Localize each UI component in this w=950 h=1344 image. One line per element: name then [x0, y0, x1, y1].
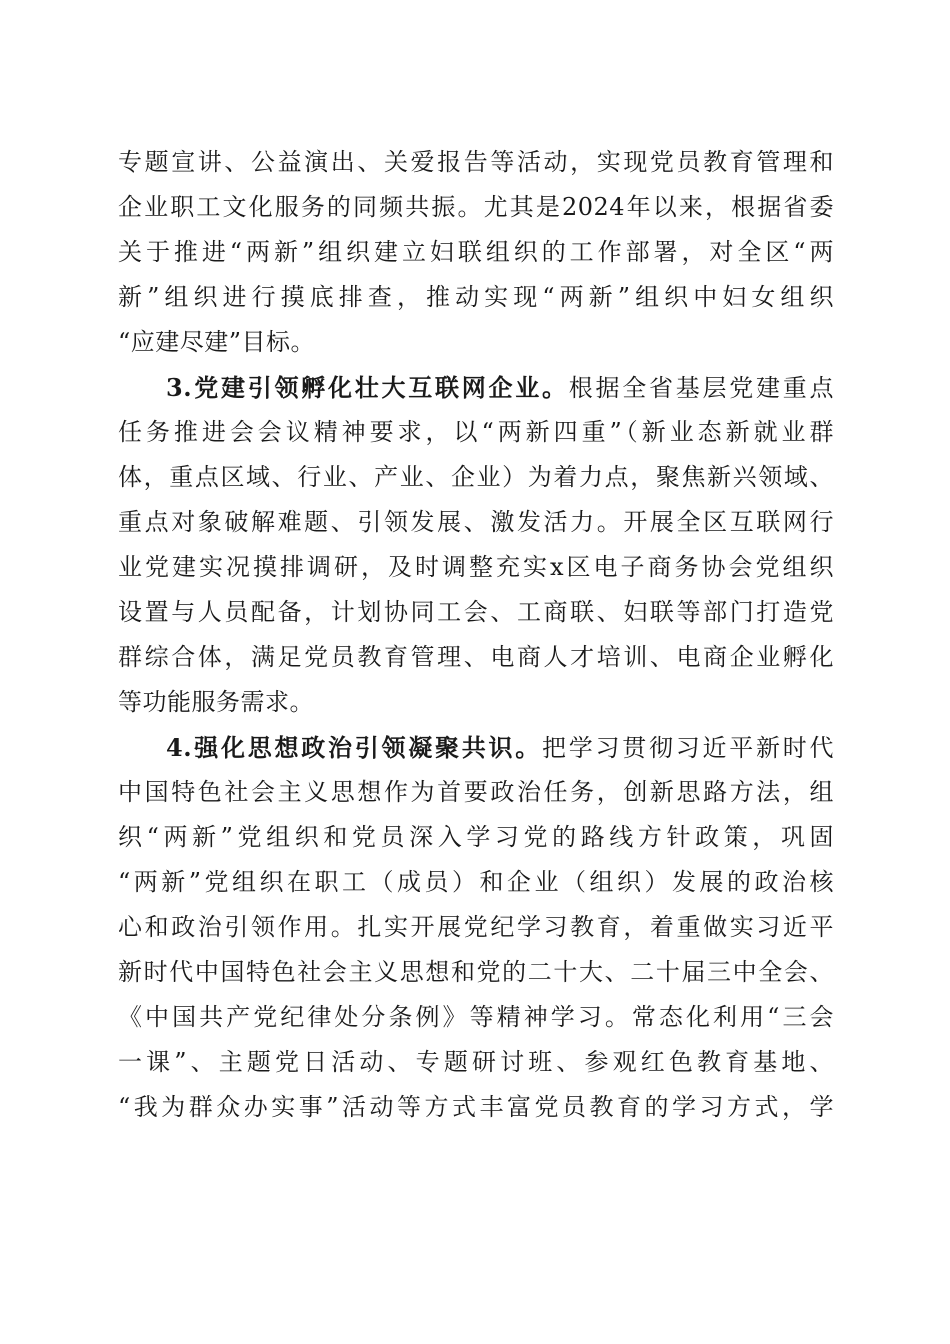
paragraph-2-line-1 — [118, 365, 834, 410]
paragraph-2-line-3: 体，重点区域、行业、产业、企业）为着力点，聚焦新兴领域、 — [118, 463, 834, 491]
paragraph-2-line-1-text: 根据全省基层党建重点 — [568, 374, 834, 402]
paragraph-2-line-6: 设置与人员配备，计划协同工会、工商联、妇联等部门打造党 — [118, 598, 834, 626]
paragraph-2-line-2: 任务推进会会议精神要求，以“两新四重”（新业态新就业群 — [118, 418, 834, 446]
paragraph-2-line-4: 重点对象破解难题、引领发展、激发活力。开展全区互联网行 — [118, 508, 834, 536]
paragraph-3-line-1-text: 把学习贯彻习近平新时代 — [542, 734, 835, 762]
document-body — [118, 140, 834, 1130]
paragraph-3-line-7: 《中国共产党纪律处分条例》等精神学习。常态化利用“三会 — [118, 1003, 834, 1031]
paragraph-1-line-5: “应建尽建”目标。 — [118, 328, 316, 356]
paragraph-1-line-3: 关于推进“两新”组织建立妇联组织的工作部署，对全区“两 — [118, 238, 834, 266]
paragraph-3-line-2: 中国特色社会主义思想作为首要政治任务，创新思路方法，组 — [118, 778, 834, 806]
paragraph-3-line-5: 心和政治引领作用。扎实开展党纪学习教育，着重做实习近平 — [118, 913, 834, 941]
paragraph-3-heading: 4.强化思想政治引领凝聚共识。 — [166, 733, 543, 762]
paragraph-3-line-8: 一课”、主题党日活动、专题研讨班、参观红色教育基地、 — [118, 1048, 834, 1076]
paragraph-2-line-8: 等功能服务需求。 — [118, 688, 314, 716]
paragraph-1-line-2: 企业职工文化服务的同频共振。尤其是2024年以来，根据省委 — [118, 193, 834, 221]
paragraph-2-line-7: 群综合体，满足党员教育管理、电商人才培训、电商企业孵化 — [118, 643, 834, 671]
paragraph-3-line-4: “两新”党组织在职工（成员）和企业（组织）发展的政治核 — [118, 868, 834, 896]
paragraph-1-line-4: 新”组织进行摸底排查，推动实现“两新”组织中妇女组织 — [118, 283, 834, 311]
paragraph-3-line-3: 织“两新”党组织和党员深入学习党的路线方针政策，巩固 — [118, 823, 834, 851]
paragraph-1-line-1: 专题宣讲、公益演出、关爱报告等活动，实现党员教育管理和 — [118, 148, 834, 176]
paragraph-3-line-6: 新时代中国特色社会主义思想和党的二十大、二十届三中全会、 — [118, 958, 834, 986]
paragraph-2-heading: 3.党建引领孵化壮大互联网企业。 — [166, 373, 569, 402]
paragraph-2-line-5: 业党建实况摸排调研，及时调整充实x区电子商务协会党组织 — [118, 553, 834, 581]
paragraph-3-line-1 — [118, 725, 834, 770]
paragraph-3-line-9: “我为群众办实事”活动等方式丰富党员教育的学习方式，学 — [118, 1093, 834, 1121]
